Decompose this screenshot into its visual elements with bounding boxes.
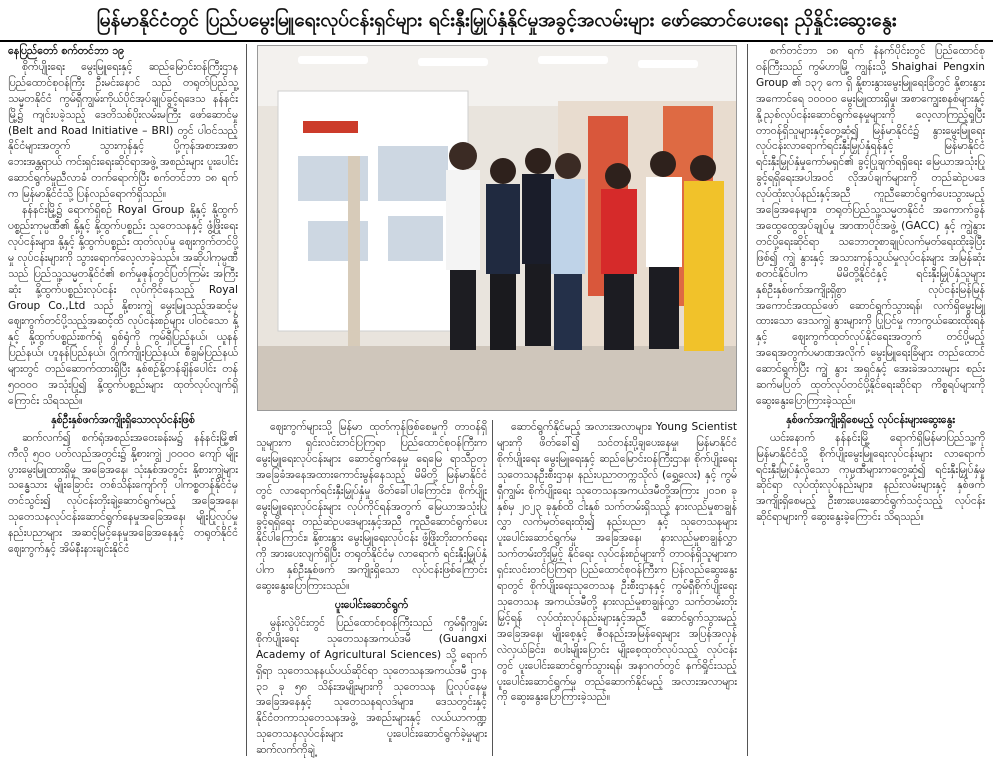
column-divider <box>246 44 247 756</box>
column-divider <box>747 44 748 756</box>
paragraph: ဆောင်ရွက်နိုင်မည့် အလားအလာများ၊ Young Scientist များကို ဖိတ်ခေါ်၍ သင်တန်းပို့ချပေးနေမှု၊ မြန်မာနိုင်ငံ စိုက်ပျိုးရေး မွေးမြူရေးနှင့် ဆည်မြောင်းဝန်ကြီးဌာန၊ စိုက်ပျိုးရေး သုတေသနဦးစီးဌာန၊ နည်းပညာတက္ကသိုလ် (ရွှေ့လေး) နှင့် ကွမ်ရှီကျွမ်း စိုက်ပျိုးရေး သုတေသနအကယ်ဒမီတို့အကြား ၂၀၁၈ ခုနှစ်မှ ၂၀၂၃ ခုနှစ်ထိ ငါးနှစ် သက်တမ်းရှိသည့် နားလည်မှုစာချွန်လွှာ လက်မှတ်ရေးထိုး၍ နည်းပညာ နှင့် သုတေသနများ ပူးပေါင်းဆောင်ရွက်မှု အခြေအနေ၊ နားလည်မှုစာချွန်လွှာ သက်တမ်းတိုးမြှင့် နိုင်ရေး လုပ်ငန်းစဉ်များကို တာဝန်ရှိသူများက ရှင်းလင်းတင်ပြကြရာ ပြည်ထောင်စုဝန်ကြီးက ပြန်လည်ဆွေးနွေးရာတွင် စိုက်ပျိုးရေးသုတေသန ဦးစီးဌာနနှင့် ကွမ်ရှီစိုက်ပျိုးရေးသုတေသန အကယ်ဒမီတို့ နားလည်မှုစာချွန်လွှာ သက်တမ်းတိုးမြှင့်ရန် လုပ်ထုံးလုပ်နည်းများနှင့်အညီ ဆောင်ရွက်သွားမည့် အခြေအနေ၊ မျိုးစေ့နှင့် ဇီဝနည်းအမြန်ရေးများ အပြန်အလှန်လဲလှယ်ခြင်း၊ စပါးမျိုးပြောင်း မျိုးစေ့ထုတ်လုပ်သည့် လုပ်ငန်းတွင် ပူးပေါင်းဆောင်ရွက်သွားရန်၊ အနာဂတ်တွင် နက်ရှိုင်းသည့် ပူးပေါင်းဆောင်ရွက်မှု တည်ဆောက်နိုင်မည့် အလားအလာများကို ဆွေးနွေးပြောကြားခဲ့သည်။ <box>497 421 737 704</box>
paragraph: ဆက်လက်၍ စက်ရုံအစည်းအဝေးခန်းမ၌ နန်နင်းမြို့၏ ကီလို ၅၀၀ ပတ်လည်အတွင်း၌ နို့စားကျွဲ ၂၀၀၀၀ ကျော် မျိုးပွားမွေးမြူထားရှိမှု အခြေအနေ၊ သုံးနှစ်အတွင်း နို့စားကျွဲများ သန္ဓေသား မျိုးခြောင်း တစ်သိန်းကျော်ကို ပါကစ္စတန်နိုင်ငံမှ တင်သွင်း၍ လုပ်ငန်းတိုးချဲ့ဆောင်ရွက်မည့် အခြေအနေ၊ သုတေသနလုပ်ငန်းဆောင်ရွက်နေမှုအခြေအနေ၊ မျိုးပြုလုပ်မှုနည်းပညာများ အဆင့်မြင့်နေမှုအခြေအနေနှင့် တရုတ်နိုင်ငံ ဈေးကွက်နှင့် အိမ်နီးနားချင်းနိုင်ငံ <box>8 431 238 556</box>
paragraph: စက်တင်ဘာ ၁၈ ရက် နံနက်ပိုင်းတွင် ပြည်ထောင်စုဝန်ကြီးသည် ကွမ်ဟာမြို့ ကျွန်းသို့ Shaighai Pengxin Group ၏ ၁၃၇ ကေ ရှိ နို့စားနွားမွေးမြူရေးခြံတွင် နို့စားနွားအကောင်ရေ ၁၀၀၀၀ မွေးမြူထားရှိမှု၊ အစာကျွေးစနစ်များနှင့် နို့ညှစ်လုပ်ငန်းဆောင်ရွက်နေမှုများကို လေ့လာကြည့်ရှုပြီး တာဝန်ရှိသူများနှင့်တွေ့ဆုံ၍ မြန်မာနိုင်ငံ၌ နွားမွေးမြူရေး လုပ်ငန်းလာရောက်ရင်းနှီးမြှုပ်နှံရန်နှင့် မြန်မာနိုင်ငံရင်းနှီးမြှုပ်နှံမှုကော်မရှင်၏ ခွင့်ပြုချက်ရရှိရေး မြေယာအသုံးပြုခွင့်ရရှိရေးအပါအဝင် လိုအပ်ချက်များကို တည်ဆဲဥပဒေ လုပ်ထုံးလုပ်နည်းနှင့်အညီ ကူညီဆောင်ရွက်ပေးသွားမည့် အခြေအနေများ၊ တရုတ်ပြည်သူ့သမ္မတနိုင်ငံ အကောက်ခွန်အထွေထွေအုပ်ချုပ်မှု အာဏာပိုင်အဖွဲ့ (GACC) နှင့် ကျွဲနွားတင်ပို့ရေးဆိုင်ရာ သဘောတူစာချုပ်လက်မှတ်ရေးထိုးခဲ့ပြီးဖြစ်၍ ကျွဲ နွားနှင့် အသားကုန်သွယ်မှုလုပ်ငန်းများ အမြန်ဆုံး စတင်နိုင်ပါက မိမိတို့နိုင်ငံနှင့် ရင်းနှီးမြှုပ်နှံသူများ နှစ်ဦးနှစ်ဖက်အကျိုးရှိစွာ လုပ်ငန်းမြန်မြန်အကောင်အထည်ဖော် ဆောင်ရွက်သွားရန်၊ လက်ရှိမွေးမြူထားသော ဒေသကျွဲ နွားများကို ပြုပြင်မှု ကာကွယ်ဆေးထိုးရန်နှင့် ဈေးကွက်ထုတ်လုပ်နိုင်ရေးအတွက် တင်ပို့မည့် အရေအတွက်ပမာဏအလိုက် မွေးမြူရေးခြံများ တည်ထောင်ဆောင်ရွက်ပြီး ကျွဲ နွား အရှင်နှင့် အေးခဲအသားများ စည်းဆက်မပြတ် ထုတ်လုပ်တင်ပို့နိုင်ရေးဆိုင်ရာ ကိစ္စရပ်များကို ဆွေးနွေးပြောကြားခဲ့သည်။ <box>756 45 985 407</box>
column-1 <box>8 44 238 558</box>
paragraph: မွန်းလွဲပိုင်းတွင် ပြည်ထောင်စုဝန်ကြီးသည် ကွမ်ရှီကျွမ်းစိုက်ပျိုးရေး သုတေသနအကယ်ဒမီ (Guangxi Academy of Agricultural Sciences) သို့ ရောက်ရှိရာ သုတေသနနယ်ပယ်ဆိုင်ရာ သုတေသနအကယ်ဒမီ ဌာန ၃၁ ခု ၅၈ သိန်းအမျိုးများကို သုတေသန ပြုလုပ်နေမှုအခြေအနေနှင့် သုတေသနရလဒ်များ၊ ဒေသတွင်းနှင့် နိုင်ငံတကာသုတေသနအဖွဲ့ အစည်းများနှင့် လယ်ယာကဏ္ဍသုတေသနလုပ်ငန်းများ ပူးပေါင်းဆောင်ရွက်ခဲ့မှုများ ဆက်လက်ကိုချဲ့ <box>256 616 487 757</box>
headline-bar <box>0 0 993 42</box>
dateline: နေပြည်တော် စက်တင်ဘာ ၁၉ <box>8 45 125 57</box>
news-photo <box>257 45 737 411</box>
subhead: ပူးပေါင်းဆောင်ရွက် <box>334 598 409 611</box>
headline: မြန်မာနိုင်ငံတွင် ပြည်ပမွေးမြူရေးလုပ်ငန်းရှင်များ ရင်းနှီးမြှုပ်နှံနိုင်မှုအခွင့်အလမ်းများ ဖော်ဆောင်ပေးရေး ညှိနှိုင်းဆွေးနွေး <box>96 9 897 31</box>
column-4 <box>756 44 985 526</box>
column-2 <box>256 420 487 759</box>
subhead: နှစ်ဖက်အကျိုးရှိစေမည့် လုပ်ငန်းများဆွေးနွေး <box>786 413 955 426</box>
column-divider <box>492 420 493 756</box>
exhibit-photo-icon <box>258 46 737 411</box>
paragraph: စိုက်ပျိုးရေး မွေးမြူရေးနှင့် ဆည်မြောင်းဝန်ကြီးဌာန ပြည်ထောင်စုဝန်ကြီး ဦးမင်းနောင် သည် တရုတ်ပြည်သူ့သမ္မတနိုင်ငံ ကွမ်ရှီကျွမ်းကိုယ်ပိုင်အုပ်ချုပ်ခွင့်ရဒေသ နန်နင်းမြို့၌ ကျင်းပခဲ့သည့် ဒေတိသစ်ပိုးလမ်းမကြီး ဖော်ဆောင်မှု (Belt and Road Initiative – BRI) တွင် ပါဝင်သည့် နိုင်ငံများအတွက် သွားကုန်နှင့် ပို့ကုန်အစားအစာဘေးအန္တရာယ် ကင်းရှင်းရေးဆိုင်ရာအဖွဲ့ အစည်းများ ပူးပေါင်းဆောင်ရွက်မှုညီလာခံ တက်ရောက်ပြီး စက်တင်ဘာ ၁၈ ရက်က မြန်မာနိုင်ငံသို့ ပြန်လည်ရောက်ရှိသည်။ <box>8 60 238 201</box>
paragraph: ယင်းနောက် နန်နင်းမြို့ ရောက်ရှိမြန်မာပြည်သူ့ကို မြန်မာနိုင်ငံသို့ စိုက်ပျိုးမွေးမြူရေးလုပ်ငန်းများ လာရောက်ရင်းနှီးမြှုပ်နှံလိုသော ကုမ္ပဏီများကတွေ့ဆုံ၍ ရင်းနှီးမြှုပ်နှံမှုဆိုင်ရာ လုပ်ထုံးလုပ်နည်းများ၊ နည်းလမ်းများနှင့် နှစ်ဖက်အကျိုးရှိစေမည့် ဦးစားပေးဆောင်ရွက်သင့်သည့် လုပ်ငန်းဆိုင်ရာများကို ဆွေးနွေးခဲ့ကြောင်း သိရသည်။ <box>756 431 985 524</box>
subhead: နှစ်ဦးနှစ်ဖက်အကျိုးရှိသောလုပ်ငန်းဖြစ် <box>51 413 195 426</box>
column-3 <box>497 420 737 706</box>
paragraph: နန်နင်းမြို့၌ ရောက်ရှိစဉ် Royal Group နို့နှင့် နို့ထွက်ပစ္စည်းကုမ္ပဏီ၏ နို့နှင့် နို့ထွက်ပစ္စည်း သုတေသနနှင့် ဖွံ့ဖြိုးရေးလုပ်ငန်းများ၊ နို့နှင့် နို့ထွက်ပစ္စည်း ထုတ်လုပ်မှု ဈေးကွက်တင်ပို့မှု လုပ်ငန်းများကို သွားရောက်လေ့လာခဲ့သည်။ အဆိုပါကုမ္ပဏီသည် ပြည်သူ့သမ္မတနိုင်ငံ၏ စက်မှုဇုန်တွင်ပြတ်ကြမ်း အကြီးဆုံး နို့ထွက်ပစ္စည်းလုပ်ငန်း လုပ်ကိုင်နေသည့် Royal Group Co.,Ltd သည် နို့စားကျွဲ မွေးမြူသည့်အဆင့်မှ ဈေးကွက်တင်ပို့သည့်အဆင့်ထိ လုပ်ငန်းစဉ်များ ပါဝင်သော နို့နှင့် နို့ထွက်ပစ္စည်းစက်ရုံ ရှစ်ရုံကို ကွမ်ရှီပြည်နယ်၊ ယူနန်ပြည်နယ်၊ ဟူနန်ပြည်နယ်၊ ဂွိုက်ကျိုးပြည်နယ်၊ စီချွမ်ပြည်နယ်များတွင် တည်ဆောက်ထားရှိပြီး နှစ်စဉ်နို့တန်ချိန်ပေါင်း တန် ၅၀၀၀၀ အသုံးပြု၍ နို့ထွက်ပစ္စည်းများ ထုတ်လုပ်လျက်ရှိကြောင်း သိရသည်။ <box>8 204 238 407</box>
paragraph: ဈေးကွက်များသို့ မြန်မာ ထုတ်ကုန်ဖြစ်စေမှုကို တာဝန်ရှိသူများက ရှင်းလင်းတင်ပြကြရာ ပြည်ထောင်စုဝန်ကြီးက မွေးမြူရေးလုပ်ငန်းများ ဆောင်ရွက်နေမှု ရေမြေ ရာသီဥတု အခြေခံအနေအထားကောင်းမွန်နေသည့် မိမိတို့ မြန်မာနိုင်ငံတွင် လာရောက်ရင်းနှီးမြှုပ်နှံမှု ဖိတ်ခေါ်ပါကြောင်း၊ စိုက်ပျိုးမွေးမြူရေးလုပ်ငန်းများ လုပ်ကိုင်ရန်အတွက် မြေယာအသုံးပြုခွင့်ရရှိရေး တည်ဆဲဥပဒေများနှင့်အညီ ကူညီဆောင်ရွက်ပေးနိုင်ပါကြောင်း၊ နို့စားနွား မွေးမြူရေးလုပ်ငန်း ဖွံ့ဖြိုးတိုးတက်ရေးကို အားပေးလျက်ရှိပြီး တရုတ်နိုင်ငံမှ လာရောက် ရင်းနှီးမြှုပ်နှံပါက နှစ်ဦးနှစ်ဖက် အကျိုးရှိသော လုပ်ငန်းဖြစ်ကြောင်း ဆွေးနွေးပြောကြားသည်။ <box>256 421 487 593</box>
